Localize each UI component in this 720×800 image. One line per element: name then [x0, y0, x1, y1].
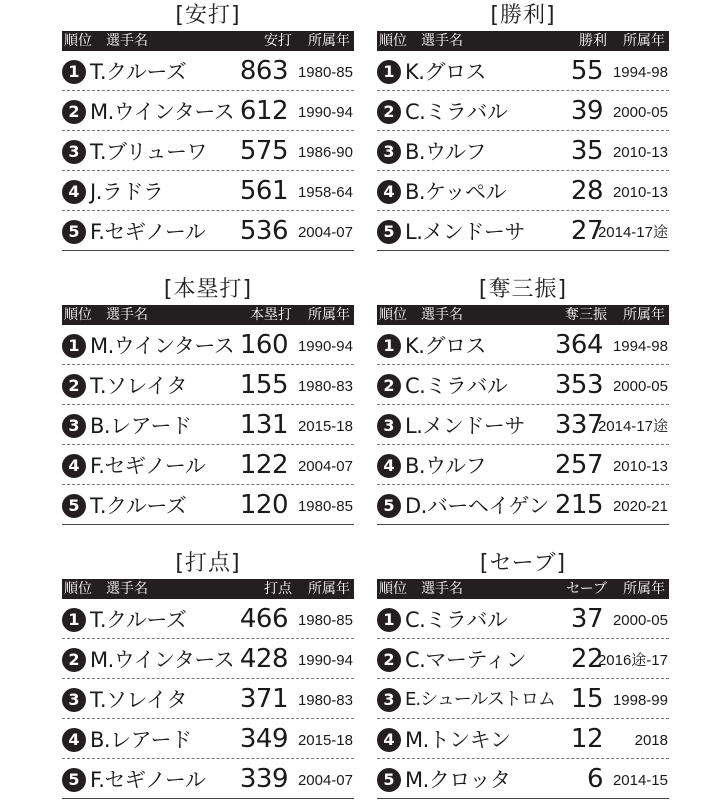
block-title: [打点] — [175, 551, 241, 576]
tenure-years: 1980-83 — [297, 378, 353, 395]
player-name: T.ソレイタ — [90, 688, 187, 712]
player-name: F.セギノール — [90, 454, 206, 478]
table-row — [377, 131, 669, 171]
stat-value: 536 — [239, 216, 288, 246]
tenure-years: 2015-18 — [297, 418, 353, 435]
rank-badge: 3 — [62, 140, 86, 164]
player-name: B.ケッペル — [405, 180, 507, 204]
tenure-years: 1958-64 — [297, 184, 353, 201]
rank-badge: 2 — [377, 374, 401, 398]
rank-badge: 3 — [377, 414, 401, 438]
header-name: 選手名 — [106, 33, 148, 49]
player-name: B.ウルフ — [405, 140, 486, 164]
stat-value: 428 — [239, 644, 288, 674]
ranking-block-home-runs — [62, 274, 354, 525]
tenure-years: 1980-83 — [297, 692, 353, 709]
header-stat: セーブ — [566, 581, 607, 597]
tenure-years: 1998-99 — [612, 692, 668, 709]
stat-value: 12 — [570, 724, 603, 754]
tenure-years: 2018 — [634, 732, 668, 749]
ranking-block-wins — [377, 0, 669, 251]
table-row — [377, 365, 669, 405]
tenure-years: 1990-94 — [297, 652, 353, 669]
header-rank: 順位 — [379, 33, 407, 49]
table-row — [62, 51, 354, 91]
tenure-years: 2014-17途 — [597, 224, 668, 241]
rank-badge: 4 — [62, 454, 86, 478]
header-rank: 順位 — [64, 581, 92, 597]
rank-badge: 5 — [377, 494, 401, 518]
block-title: [奪三振] — [478, 277, 568, 302]
stat-value: 28 — [570, 176, 603, 206]
stat-value: 39 — [570, 96, 603, 126]
player-name: J.ラドラ — [90, 180, 164, 204]
rank-badge: 5 — [62, 494, 86, 518]
stat-value: 27 — [570, 216, 603, 246]
rank-badge: 2 — [377, 648, 401, 672]
stat-value: 612 — [239, 96, 288, 126]
rank-badge: 2 — [62, 648, 86, 672]
block-title: [勝利] — [490, 3, 556, 28]
table-row — [62, 171, 354, 211]
rank-badge: 2 — [62, 100, 86, 124]
player-name: C.ミラバル — [405, 608, 508, 632]
tenure-years: 2004-07 — [297, 772, 353, 789]
header-years: 所属年 — [623, 581, 665, 597]
table-row — [377, 599, 669, 639]
table-row — [62, 445, 354, 485]
stat-value: 55 — [570, 56, 603, 86]
table-row — [62, 639, 354, 679]
stat-value: 120 — [239, 490, 288, 520]
stat-value: 257 — [554, 450, 603, 480]
rank-badge: 5 — [62, 768, 86, 792]
table-row — [377, 445, 669, 485]
tenure-years: 2010-13 — [612, 144, 668, 161]
ranking-block-hits — [62, 0, 354, 251]
player-name: B.ウルフ — [405, 454, 486, 478]
player-name: B.レアード — [90, 414, 192, 438]
header-name: 選手名 — [421, 307, 463, 323]
stat-value: 122 — [239, 450, 288, 480]
tenure-years: 2000-05 — [612, 104, 668, 121]
tenure-years: 1990-94 — [297, 338, 353, 355]
stat-value: 15 — [570, 684, 603, 714]
player-name: F.セギノール — [90, 220, 206, 244]
header-rank: 順位 — [379, 581, 407, 597]
stat-value: 155 — [239, 370, 288, 400]
player-name: M.クロッタ — [405, 768, 511, 792]
table-row — [62, 131, 354, 171]
header-stat: 勝利 — [579, 33, 607, 49]
player-name: F.セギノール — [90, 768, 206, 792]
tenure-years: 2010-13 — [612, 184, 668, 201]
player-name: C.ミラバル — [405, 100, 508, 124]
table-row — [62, 91, 354, 131]
rank-badge: 1 — [377, 334, 401, 358]
table-row — [377, 405, 669, 445]
header-stat: 安打 — [264, 33, 292, 49]
stat-value: 575 — [239, 136, 288, 166]
header-name: 選手名 — [106, 307, 148, 323]
tenure-years: 1986-90 — [297, 144, 353, 161]
tenure-years: 1994-98 — [612, 64, 668, 81]
tenure-years: 2004-07 — [297, 458, 353, 475]
player-name: T.クルーズ — [90, 494, 187, 518]
stat-value: 863 — [239, 56, 288, 86]
tenure-years: 2014-15 — [612, 772, 668, 789]
table-header — [377, 31, 669, 51]
block-title: [本塁打] — [163, 277, 253, 302]
rank-badge: 3 — [62, 688, 86, 712]
block-title: [セーブ] — [479, 551, 567, 576]
stat-value: 371 — [239, 684, 288, 714]
rank-badge: 5 — [62, 220, 86, 244]
player-name: L.メンドーサ — [405, 220, 525, 244]
tenure-years: 2015-18 — [297, 732, 353, 749]
table-row — [62, 599, 354, 639]
stat-value: 349 — [239, 724, 288, 754]
table-header — [377, 579, 669, 599]
table-header — [62, 305, 354, 325]
stat-value: 364 — [554, 330, 603, 360]
stat-value: 131 — [239, 410, 288, 440]
ranking-block-saves — [377, 548, 669, 799]
rank-badge: 1 — [62, 60, 86, 84]
header-rank: 順位 — [64, 33, 92, 49]
rank-badge: 1 — [377, 60, 401, 84]
player-name: C.ミラバル — [405, 374, 508, 398]
rank-badge: 4 — [62, 728, 86, 752]
player-name: C.マーティン — [405, 648, 527, 672]
stat-value: 37 — [570, 604, 603, 634]
tenure-years: 2004-07 — [297, 224, 353, 241]
tenure-years: 1980-85 — [297, 498, 353, 515]
header-years: 所属年 — [308, 307, 350, 323]
ranking-block-rbi — [62, 548, 354, 799]
tenure-years: 2000-05 — [612, 378, 668, 395]
player-name: M.ウインタース — [90, 334, 235, 358]
table-header — [377, 305, 669, 325]
header-name: 選手名 — [106, 581, 148, 597]
tenure-years: 2010-13 — [612, 458, 668, 475]
stat-value: 353 — [554, 370, 603, 400]
rank-badge: 3 — [377, 688, 401, 712]
stat-value: 6 — [586, 764, 603, 794]
header-rank: 順位 — [379, 307, 407, 323]
rank-badge: 1 — [62, 334, 86, 358]
stat-value: 22 — [570, 644, 603, 674]
rank-badge: 1 — [377, 608, 401, 632]
table-row — [62, 365, 354, 405]
table-row — [62, 325, 354, 365]
stat-value: 160 — [239, 330, 288, 360]
player-name: M.ウインタース — [90, 100, 235, 124]
table-row — [377, 325, 669, 365]
table-row — [377, 171, 669, 211]
player-name: M.ウインタース — [90, 648, 235, 672]
table-row — [62, 485, 354, 525]
player-name: T.ソレイタ — [90, 374, 187, 398]
rank-badge: 2 — [62, 374, 86, 398]
table-row — [377, 91, 669, 131]
header-rank: 順位 — [64, 307, 92, 323]
table-row — [377, 485, 669, 525]
table-row — [62, 405, 354, 445]
table-row — [377, 759, 669, 799]
rank-badge: 4 — [377, 180, 401, 204]
stat-value: 35 — [570, 136, 603, 166]
stat-value: 466 — [239, 604, 288, 634]
table-row — [62, 759, 354, 799]
player-name: B.レアード — [90, 728, 192, 752]
tenure-years: 2016途-17 — [597, 652, 668, 669]
rank-badge: 5 — [377, 768, 401, 792]
table-header — [62, 31, 354, 51]
table-row — [62, 211, 354, 251]
header-stat: 打点 — [264, 581, 292, 597]
header-years: 所属年 — [623, 307, 665, 323]
header-name: 選手名 — [421, 581, 463, 597]
rank-badge: 4 — [377, 454, 401, 478]
rank-badge: 3 — [377, 140, 401, 164]
table-row — [377, 679, 669, 719]
tenure-years: 1990-94 — [297, 104, 353, 121]
tenure-years: 1980-85 — [297, 64, 353, 81]
stat-value: 337 — [554, 410, 603, 440]
tenure-years: 2014-17途 — [597, 418, 668, 435]
player-name: E.シュールストロム — [405, 689, 555, 710]
stat-value: 561 — [239, 176, 288, 206]
block-title: [安打] — [175, 3, 241, 28]
tenure-years: 1994-98 — [612, 338, 668, 355]
rank-badge: 3 — [62, 414, 86, 438]
table-row — [377, 211, 669, 251]
table-row — [62, 679, 354, 719]
table-header — [62, 579, 354, 599]
table-row — [62, 719, 354, 759]
tenure-years: 2020-21 — [612, 498, 668, 515]
player-name: K.グロス — [405, 334, 486, 358]
stat-value: 339 — [239, 764, 288, 794]
stat-value: 215 — [554, 490, 603, 520]
player-name: K.グロス — [405, 60, 486, 84]
rank-badge: 1 — [62, 608, 86, 632]
table-row — [377, 719, 669, 759]
table-row — [377, 51, 669, 91]
header-stat: 奪三振 — [565, 307, 607, 323]
player-name: T.クルーズ — [90, 608, 187, 632]
table-row — [377, 639, 669, 679]
rank-badge: 5 — [377, 220, 401, 244]
player-name: M.トンキン — [405, 728, 511, 752]
player-name: D.バーヘイゲン — [405, 494, 550, 518]
header-years: 所属年 — [308, 33, 350, 49]
player-name: T.クルーズ — [90, 60, 187, 84]
player-name: L.メンドーサ — [405, 414, 525, 438]
rank-badge: 4 — [62, 180, 86, 204]
header-years: 所属年 — [308, 581, 350, 597]
header-years: 所属年 — [623, 33, 665, 49]
tenure-years: 1980-85 — [297, 612, 353, 629]
rank-badge: 4 — [377, 728, 401, 752]
player-name: T.ブリューワ — [90, 140, 208, 164]
ranking-block-strikeouts — [377, 274, 669, 525]
header-stat: 本塁打 — [250, 307, 292, 323]
header-name: 選手名 — [421, 33, 463, 49]
tenure-years: 2000-05 — [612, 612, 668, 629]
rank-badge: 2 — [377, 100, 401, 124]
